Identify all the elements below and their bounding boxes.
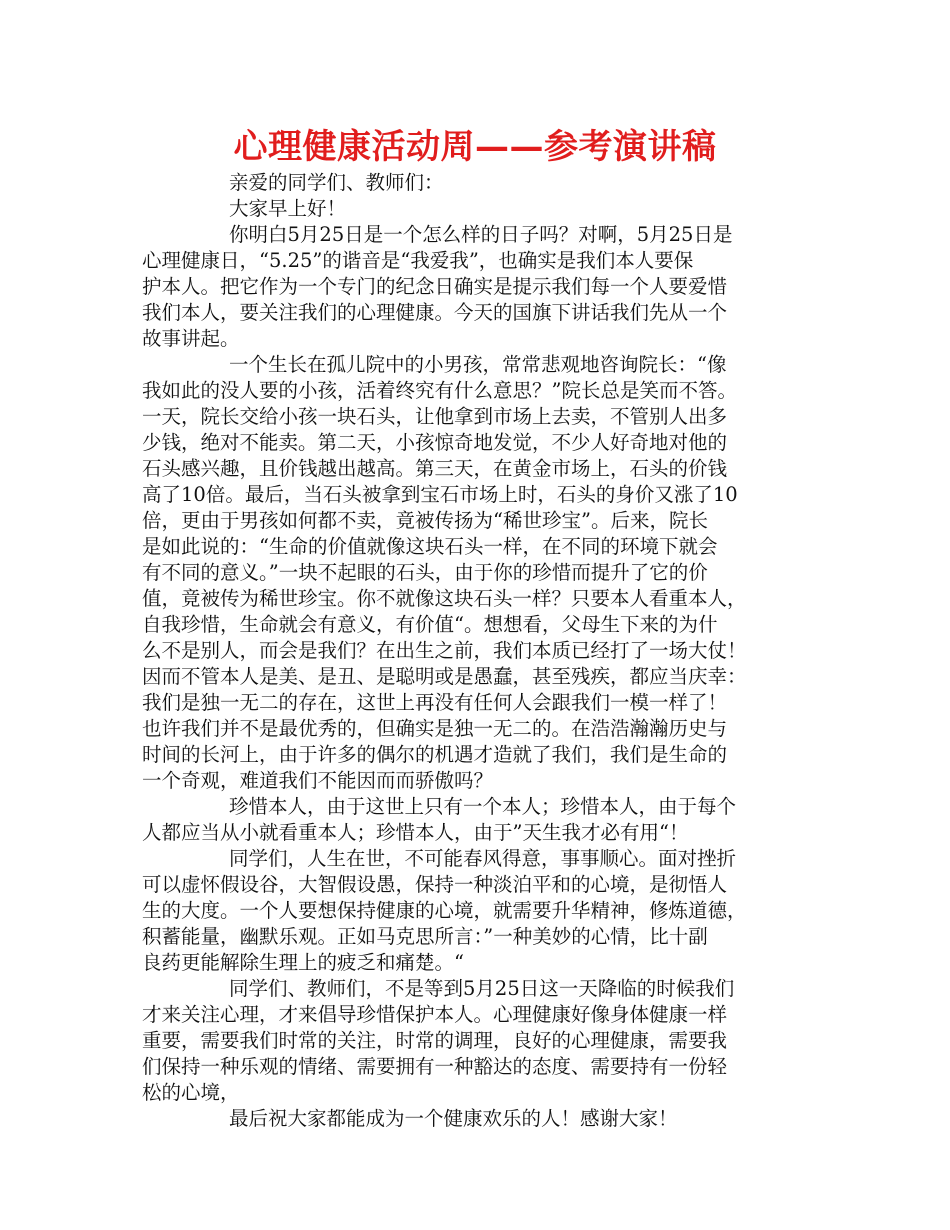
text-line: 故事讲起。 bbox=[142, 327, 240, 350]
document-title: 心理健康活动周——参考演讲稿 bbox=[233, 127, 717, 167]
text-line: 因而不管本人是美、是丑、是聪明或是愚蠢，甚至残疾，都应当庆幸： bbox=[142, 665, 747, 688]
paragraph-first-line: 一个生长在孤儿院中的小男孩，常常悲观地咨询院长：“像 bbox=[229, 353, 727, 376]
paragraph-first-line: 珍惜本人，由于这世上只有一个本人；珍惜本人，由于每个 bbox=[229, 795, 737, 818]
paragraph-first-line: 同学们、教师们，不是等到5月25日这一天降临的时候我们 bbox=[229, 977, 735, 1000]
paragraph-first-line: 你明白5月25日是一个怎么样的日子吗？对啊，5月25日是 bbox=[229, 223, 733, 246]
text-line: 时间的长河上，由于许多的偶尔的机遇才造就了我们，我们是生命的 bbox=[142, 743, 728, 766]
text-line: 一天，院长交给小孩一块石头，让他拿到市场上去卖，不管别人出多 bbox=[142, 405, 728, 428]
text-line: 松的心境， bbox=[142, 1081, 240, 1104]
text-line: 倍，更由于男孩如何都不卖，竟被传扬为“稀世珍宝”。后来，院长 bbox=[142, 509, 708, 532]
text-line: 可以虚怀假设谷，大智假设愚，保持一种淡泊平和的心境，是彻悟人 bbox=[142, 873, 728, 896]
text-line: 护本人。把它作为一个专门的纪念日确实是提示我们每一个人要爱惜 bbox=[142, 275, 728, 298]
document-body bbox=[142, 170, 828, 1132]
text-line: 才来关注心理，才来倡导珍惜保护本人。心理健康好像身体健康一样 bbox=[142, 1003, 728, 1026]
paragraph-first-line: 亲爱的同学们、教师们： bbox=[229, 171, 444, 194]
text-line: 自我珍惜，生命就会有意义，有价值“。想想看，父母生下来的为什 bbox=[142, 613, 718, 636]
text-line: 值，竟被传为稀世珍宝。你不就像这块石头一样？只要本人看重本人， bbox=[142, 587, 747, 610]
paragraph-first-line: 最后祝大家都能成为一个健康欢乐的人！感谢大家！ bbox=[229, 1107, 678, 1130]
paragraph-first-line: 同学们，人生在世，不可能春风得意，事事顺心。面对挫折 bbox=[229, 847, 737, 870]
paragraph-first-line: 大家早上好！ bbox=[229, 197, 347, 220]
text-line: 么不是别人，而会是我们？在出生之前，我们本质已经打了一场大仗！ bbox=[142, 639, 747, 662]
text-line: 生的大度。一个人要想保持健康的心境，就需要升华精神，修炼道德， bbox=[142, 899, 747, 922]
text-line: 高了10倍。最后，当石头被拿到宝石市场上时，石头的身价又涨了10 bbox=[142, 483, 738, 506]
text-line: 人都应当从小就看重本人；珍惜本人，由于”天生我才必有用“！ bbox=[142, 821, 689, 844]
text-line: 良药更能解除生理上的疲乏和痛楚。“ bbox=[142, 951, 464, 974]
text-line: 一个奇观，难道我们不能因而而骄傲吗？ bbox=[142, 769, 494, 792]
text-line: 少钱，绝对不能卖。第二天，小孩惊奇地发觉，不少人好奇地对他的 bbox=[142, 431, 728, 454]
text-line: 有不同的意义。”一块不起眼的石头，由于你的珍惜而提升了它的价 bbox=[142, 561, 708, 584]
text-line: 积蓄能量，幽默乐观。正如马克思所言：”一种美妙的心情，比十副 bbox=[142, 925, 708, 948]
text-line: 我们本人，要关注我们的心理健康。今天的国旗下讲话我们先从一个 bbox=[142, 301, 728, 324]
text-line: 石头感兴趣，且价钱越出越高。第三天，在黄金市场上，石头的价钱 bbox=[142, 457, 728, 480]
text-line: 心理健康日，“5.25”的谐音是“我爱我”，也确实是我们本人要保 bbox=[142, 249, 694, 272]
text-line: 是如此说的：“生命的价值就像这块石头一样，在不同的环境下就会 bbox=[142, 535, 718, 558]
text-line: 重要，需要我们时常的关注，时常的调理，良好的心理健康，需要我 bbox=[142, 1029, 728, 1052]
text-line: 我如此的没人要的小孩，活着终究有什么意思？”院长总是笑而不答。 bbox=[142, 379, 737, 402]
text-line: 我们是独一无二的存在，这世上再没有任何人会跟我们一模一样了！ bbox=[142, 691, 728, 714]
text-line: 也许我们并不是最优秀的，但确实是独一无二的。在浩浩瀚瀚历史与 bbox=[142, 717, 728, 740]
text-line: 们保持一种乐观的情绪、需要拥有一种豁达的态度、需要持有一份轻 bbox=[142, 1055, 728, 1078]
